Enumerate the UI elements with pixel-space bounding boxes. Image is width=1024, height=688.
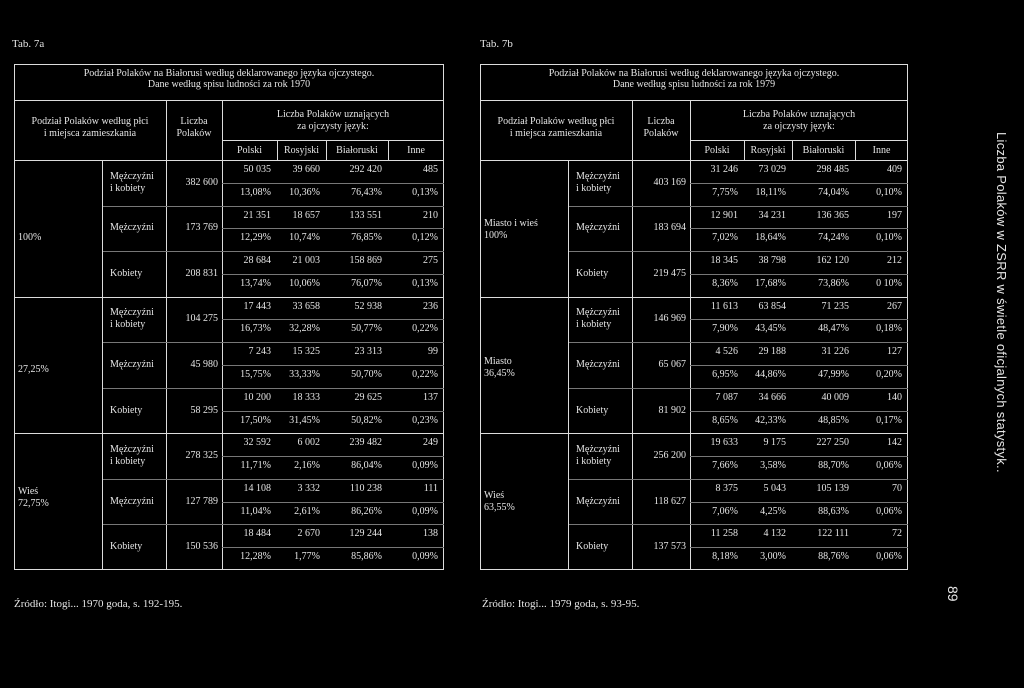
row-count: 81 902 xyxy=(658,404,686,416)
col-header-białoruski: Białoruski xyxy=(336,145,378,156)
group-label: Miasto xyxy=(484,356,512,367)
cell-pct: 86,04% xyxy=(351,460,382,472)
cell-pct: 0,06% xyxy=(876,460,902,472)
cell-pct: 0,20% xyxy=(876,369,902,380)
row-divider xyxy=(102,251,444,252)
cell-pct: 33,33% xyxy=(289,369,320,380)
group-label: 72,75% xyxy=(18,498,49,509)
cell-pct: 43,45% xyxy=(755,323,786,335)
row-divider xyxy=(102,388,444,389)
cell-pct: 50,82% xyxy=(351,414,382,426)
cell-abs: 140 xyxy=(887,391,902,403)
cell-pct: 13,74% xyxy=(240,277,271,289)
row-count: 127 789 xyxy=(185,495,218,507)
header-uznajacych-1: Liczba Polaków uznających xyxy=(276,109,390,120)
cell-abs: 72 xyxy=(892,528,902,540)
cell-pct: 50,70% xyxy=(351,369,382,380)
col-header-inne: Inne xyxy=(872,145,891,156)
cell-abs: 197 xyxy=(887,209,902,221)
cell-abs: 485 xyxy=(423,164,438,175)
row-count: 183 694 xyxy=(653,222,686,234)
cell-abs: 7 087 xyxy=(715,391,738,403)
table-title-line1: Podział Polaków na Białorusi według deklarowanego języka ojczystego. xyxy=(83,68,375,79)
header-uznajacych-2: za ojczysty język: xyxy=(297,121,369,132)
cell-abs: 23 313 xyxy=(354,346,382,358)
cell-abs: 11 613 xyxy=(710,300,738,312)
cell-abs: 21 351 xyxy=(243,209,271,221)
cell-abs: 63 854 xyxy=(758,300,786,312)
cell-pct: 0,17% xyxy=(876,414,902,426)
cell-abs: 158 869 xyxy=(349,255,382,267)
cell-pct: 47,99% xyxy=(818,369,849,380)
cell-pct: 12,28% xyxy=(240,551,271,563)
cell-pct: 11,71% xyxy=(240,460,271,472)
cell-pct: 74,24% xyxy=(818,232,849,244)
row-count: 278 325 xyxy=(185,450,218,462)
row-sex-label: Mężczyźni xyxy=(576,170,620,182)
row-sex-label: Kobiety xyxy=(110,267,143,279)
cell-abs: 111 xyxy=(423,482,438,494)
cell-abs: 50 035 xyxy=(243,164,271,175)
cell-pct: 18,64% xyxy=(755,232,786,244)
side-running-title xyxy=(994,132,1017,512)
cell-abs: 409 xyxy=(887,164,902,175)
title-divider xyxy=(14,100,444,101)
group-label: Miasto i wieś xyxy=(484,218,538,229)
table-title-line1: Podział Polaków na Białorusi według deklarowanego języka ojczystego. xyxy=(548,68,840,79)
row-count: 219 475 xyxy=(653,267,686,279)
cell-pct: 73,86% xyxy=(818,277,849,289)
group-label: 27,25% xyxy=(18,364,49,375)
cell-pct: 88,63% xyxy=(818,505,849,517)
abs-pct-divider xyxy=(690,274,908,275)
row-count: 150 536 xyxy=(185,541,218,553)
abs-pct-divider xyxy=(222,411,444,412)
abs-pct-divider xyxy=(222,456,444,457)
row-sex-label: Mężczyźni xyxy=(110,495,154,507)
cell-abs: 142 xyxy=(887,437,902,449)
cell-abs: 9 175 xyxy=(763,437,786,449)
row-count: 256 200 xyxy=(653,450,686,462)
cell-pct: 85,86% xyxy=(351,551,382,563)
cell-abs: 31 226 xyxy=(821,346,849,358)
cell-abs: 212 xyxy=(887,255,902,267)
row-sex-label: Kobiety xyxy=(576,267,609,279)
col-divider-0 xyxy=(632,100,633,570)
group-divider xyxy=(480,433,908,434)
row-sex-label: Kobiety xyxy=(576,541,609,553)
cell-pct: 0,18% xyxy=(876,323,902,335)
group-label: 100% xyxy=(484,230,508,241)
cell-abs: 292 420 xyxy=(349,164,382,175)
cell-pct: 3,00% xyxy=(760,551,786,563)
cell-abs: 110 238 xyxy=(349,482,382,494)
abs-pct-divider xyxy=(222,274,444,275)
cell-abs: 210 xyxy=(423,209,438,221)
cell-pct: 0,23% xyxy=(412,414,438,426)
cell-abs: 133 551 xyxy=(349,209,382,221)
header-podzial-2: i miejsca zamieszkania xyxy=(509,128,603,139)
row-count: 58 295 xyxy=(190,404,218,416)
row-count: 45 980 xyxy=(190,359,218,370)
cell-pct: 88,70% xyxy=(818,460,849,472)
cell-abs: 29 188 xyxy=(758,346,786,358)
row-divider xyxy=(102,524,444,525)
cell-abs: 2 670 xyxy=(297,528,320,540)
cell-abs: 28 684 xyxy=(243,255,271,267)
cell-abs: 3 332 xyxy=(297,482,320,494)
row-divider xyxy=(568,388,908,389)
cell-abs: 18 345 xyxy=(710,255,738,267)
row-sex-label: Mężczyźni xyxy=(110,359,154,370)
cell-abs: 4 132 xyxy=(763,528,786,540)
header-liczba-2: Polaków xyxy=(643,128,679,139)
abs-pct-divider xyxy=(690,547,908,548)
cell-pct: 0,13% xyxy=(412,277,438,289)
row-sex-label: Kobiety xyxy=(576,404,609,416)
cell-pct: 11,04% xyxy=(240,505,271,517)
row-sex-label: Mężczyźni xyxy=(576,359,620,370)
row-divider xyxy=(568,342,908,343)
cell-abs: 298 485 xyxy=(816,164,849,175)
cell-pct: 76,85% xyxy=(351,232,382,244)
cell-pct: 0,06% xyxy=(876,551,902,563)
abs-pct-divider xyxy=(222,183,444,184)
row-sex-label: Mężczyźni xyxy=(576,444,620,456)
col-header-polski: Polski xyxy=(236,145,262,156)
row-count: 65 067 xyxy=(658,359,686,370)
cell-pct: 7,02% xyxy=(712,232,738,244)
row-sex-label: Mężczyźni xyxy=(110,222,154,234)
cell-pct: 10,74% xyxy=(289,232,320,244)
row-sex-label-2: i kobiety xyxy=(110,319,146,331)
cell-abs: 127 xyxy=(887,346,902,358)
title-divider xyxy=(480,100,908,101)
group-divider xyxy=(14,297,444,298)
col-header-polski: Polski xyxy=(704,145,730,156)
group-label: Wieś xyxy=(18,486,39,497)
cell-pct: 76,43% xyxy=(351,186,382,198)
cell-pct: 0,10% xyxy=(876,232,902,244)
header-podzial-1: Podział Polaków według płci xyxy=(31,116,149,127)
cell-pct: 48,47% xyxy=(818,323,849,335)
row-sex-label: Kobiety xyxy=(110,404,143,416)
cell-abs: 267 xyxy=(887,300,902,312)
cell-abs: 5 043 xyxy=(763,482,786,494)
group-label: 63,55% xyxy=(484,502,515,513)
cell-pct: 0,06% xyxy=(876,505,902,517)
cell-pct: 0 10% xyxy=(876,277,902,289)
cell-abs: 162 120 xyxy=(816,255,849,267)
row-count: 403 169 xyxy=(653,176,686,188)
cell-abs: 99 xyxy=(428,346,438,358)
abs-pct-divider xyxy=(222,228,444,229)
group-label: Wieś xyxy=(484,490,505,501)
header-liczba-1: Liczba xyxy=(647,116,675,127)
abs-pct-divider xyxy=(690,502,908,503)
cell-pct: 7,75% xyxy=(712,186,738,198)
row-count: 146 969 xyxy=(653,313,686,325)
row-sex-label-2: i kobiety xyxy=(576,182,612,194)
cell-abs: 34 231 xyxy=(758,209,786,221)
cell-abs: 10 200 xyxy=(243,391,271,403)
row-sex-label: Mężczyźni xyxy=(576,307,620,319)
cell-pct: 0,10% xyxy=(876,186,902,198)
cell-pct: 7,66% xyxy=(712,460,738,472)
cell-pct: 2,61% xyxy=(294,505,320,517)
subheader-divider xyxy=(690,140,908,141)
row-sex-label-2: i kobiety xyxy=(110,456,146,468)
row-divider xyxy=(568,479,908,480)
cell-abs: 12 901 xyxy=(710,209,738,221)
cell-pct: 3,58% xyxy=(760,460,786,472)
abs-pct-divider xyxy=(222,365,444,366)
row-sex-label: Kobiety xyxy=(110,541,143,553)
page-number xyxy=(945,586,963,610)
row-count: 137 573 xyxy=(653,541,686,553)
cell-abs: 105 139 xyxy=(816,482,849,494)
cell-abs: 33 658 xyxy=(292,300,320,312)
row-divider xyxy=(102,479,444,480)
row-sex-label: Mężczyźni xyxy=(110,170,154,182)
tab-7b-label: Tab. 7b xyxy=(480,38,513,50)
row-sex-label-2: i kobiety xyxy=(110,182,146,194)
cell-pct: 13,08% xyxy=(240,186,271,198)
header-divider xyxy=(14,160,444,161)
abs-pct-divider xyxy=(690,411,908,412)
cell-abs: 14 108 xyxy=(243,482,271,494)
group-col-divider xyxy=(568,160,569,570)
cell-pct: 0,12% xyxy=(412,232,438,244)
cell-abs: 71 235 xyxy=(821,300,849,312)
cell-pct: 74,04% xyxy=(818,186,849,198)
col-divider-0 xyxy=(166,100,167,570)
header-uznajacych-2: za ojczysty język: xyxy=(763,121,835,132)
row-count: 104 275 xyxy=(185,313,218,325)
table-title-line2: Dane według spisu ludności za rok 1970 xyxy=(147,79,311,90)
cell-pct: 31,45% xyxy=(289,414,320,426)
cell-abs: 137 xyxy=(423,391,438,403)
cell-abs: 34 666 xyxy=(758,391,786,403)
cell-pct: 7,90% xyxy=(712,323,738,335)
table-title-line2: Dane według spisu ludności za rok 1979 xyxy=(612,79,776,90)
side-title-text: Liczba Polaków w ZSRR w świetle oficjalnych statystyk.. xyxy=(994,132,1009,473)
tab-7a-label: Tab. 7a xyxy=(12,38,45,50)
group-divider xyxy=(480,297,908,298)
abs-pct-divider xyxy=(222,547,444,548)
cell-abs: 40 009 xyxy=(821,391,849,403)
cell-pct: 0,22% xyxy=(412,323,438,335)
cell-abs: 236 xyxy=(423,300,438,312)
cell-pct: 17,68% xyxy=(755,277,786,289)
cell-abs: 15 325 xyxy=(292,346,320,358)
cell-abs: 18 333 xyxy=(292,391,320,403)
row-count: 173 769 xyxy=(185,222,218,234)
row-count: 118 627 xyxy=(653,495,686,507)
col-header-białoruski: Białoruski xyxy=(802,145,845,156)
cell-pct: 2,16% xyxy=(294,460,320,472)
abs-pct-divider xyxy=(222,502,444,503)
row-sex-label: Mężczyźni xyxy=(110,444,154,456)
cell-pct: 86,26% xyxy=(351,505,382,517)
cell-pct: 1,77% xyxy=(294,551,320,563)
cell-abs: 122 111 xyxy=(817,528,849,540)
group-label: 100% xyxy=(18,232,42,243)
row-divider xyxy=(568,206,908,207)
cell-abs: 6 002 xyxy=(297,437,320,449)
source-7a: Źródło: Itogi... 1970 goda, s. 192-195. xyxy=(14,598,183,610)
header-liczba-1: Liczba xyxy=(180,116,208,127)
cell-abs: 7 243 xyxy=(248,346,271,358)
cell-abs: 249 xyxy=(423,437,438,449)
row-sex-label-2: i kobiety xyxy=(576,456,612,468)
header-podzial-1: Podział Polaków według płci xyxy=(497,116,615,127)
cell-pct: 0,09% xyxy=(412,551,438,563)
row-sex-label: Mężczyźni xyxy=(576,495,620,507)
cell-abs: 70 xyxy=(892,482,902,494)
row-sex-label: Mężczyźni xyxy=(576,222,620,234)
abs-pct-divider xyxy=(690,319,908,320)
cell-abs: 11 258 xyxy=(710,528,738,540)
row-divider xyxy=(568,251,908,252)
row-divider xyxy=(102,206,444,207)
cell-abs: 73 029 xyxy=(758,164,786,175)
cell-abs: 275 xyxy=(423,255,438,267)
cell-abs: 17 443 xyxy=(243,300,271,312)
cell-pct: 44,86% xyxy=(755,369,786,380)
cell-abs: 39 660 xyxy=(292,164,320,175)
group-col-divider xyxy=(102,160,103,570)
header-uznajacych-1: Liczba Polaków uznających xyxy=(742,109,856,120)
cell-abs: 136 365 xyxy=(816,209,849,221)
row-sex-label: Mężczyźni xyxy=(110,307,154,319)
subheader-divider xyxy=(222,140,444,141)
cell-pct: 88,76% xyxy=(818,551,849,563)
col-header-inne: Inne xyxy=(407,145,425,156)
cell-pct: 7,06% xyxy=(712,505,738,517)
source-7b: Źródło: Itogi... 1979 goda, s. 93-95. xyxy=(482,598,640,610)
cell-pct: 32,28% xyxy=(289,323,320,335)
row-count: 208 831 xyxy=(185,267,218,279)
cell-abs: 19 633 xyxy=(710,437,738,449)
cell-abs: 21 003 xyxy=(292,255,320,267)
cell-pct: 12,29% xyxy=(240,232,271,244)
col-header-rosyjski: Rosyjski xyxy=(283,145,319,156)
group-label: 36,45% xyxy=(484,368,515,379)
row-count: 382 600 xyxy=(185,176,218,188)
cell-abs: 8 375 xyxy=(715,482,738,494)
row-divider xyxy=(568,524,908,525)
row-divider xyxy=(102,342,444,343)
cell-pct: 10,06% xyxy=(289,277,320,289)
cell-abs: 138 xyxy=(423,528,438,540)
cell-abs: 4 526 xyxy=(715,346,738,358)
cell-pct: 18,11% xyxy=(755,186,786,198)
abs-pct-divider xyxy=(222,319,444,320)
cell-pct: 15,75% xyxy=(240,369,271,380)
cell-pct: 0,09% xyxy=(412,505,438,517)
cell-pct: 10,36% xyxy=(289,186,320,198)
group-divider xyxy=(14,433,444,434)
cell-pct: 16,73% xyxy=(240,323,271,335)
cell-abs: 32 592 xyxy=(243,437,271,449)
cell-abs: 38 798 xyxy=(758,255,786,267)
cell-pct: 50,77% xyxy=(351,323,382,335)
page-number-text: 89 xyxy=(945,586,961,602)
cell-pct: 0,22% xyxy=(412,369,438,380)
cell-pct: 6,95% xyxy=(712,369,738,380)
cell-abs: 52 938 xyxy=(354,300,382,312)
cell-pct: 8,18% xyxy=(712,551,738,563)
cell-abs: 227 250 xyxy=(816,437,849,449)
cell-pct: 17,50% xyxy=(240,414,271,426)
header-divider xyxy=(480,160,908,161)
cell-abs: 29 625 xyxy=(354,391,382,403)
cell-pct: 0,13% xyxy=(412,186,438,198)
abs-pct-divider xyxy=(690,228,908,229)
cell-abs: 129 244 xyxy=(349,528,382,540)
cell-pct: 42,33% xyxy=(755,414,786,426)
header-podzial-2: i miejsca zamieszkania xyxy=(43,128,137,139)
abs-pct-divider xyxy=(690,183,908,184)
cell-abs: 18 657 xyxy=(292,209,320,221)
cell-abs: 18 484 xyxy=(243,528,271,540)
cell-abs: 239 482 xyxy=(349,437,382,449)
cell-pct: 8,65% xyxy=(712,414,738,426)
cell-pct: 76,07% xyxy=(351,277,382,289)
cell-abs: 31 246 xyxy=(710,164,738,175)
header-liczba-2: Polaków xyxy=(176,128,212,139)
abs-pct-divider xyxy=(690,365,908,366)
cell-pct: 48,85% xyxy=(818,414,849,426)
cell-pct: 0,09% xyxy=(412,460,438,472)
cell-pct: 4,25% xyxy=(760,505,786,517)
row-sex-label-2: i kobiety xyxy=(576,319,612,331)
col-header-rosyjski: Rosyjski xyxy=(750,145,786,156)
cell-pct: 8,36% xyxy=(712,277,738,289)
abs-pct-divider xyxy=(690,456,908,457)
